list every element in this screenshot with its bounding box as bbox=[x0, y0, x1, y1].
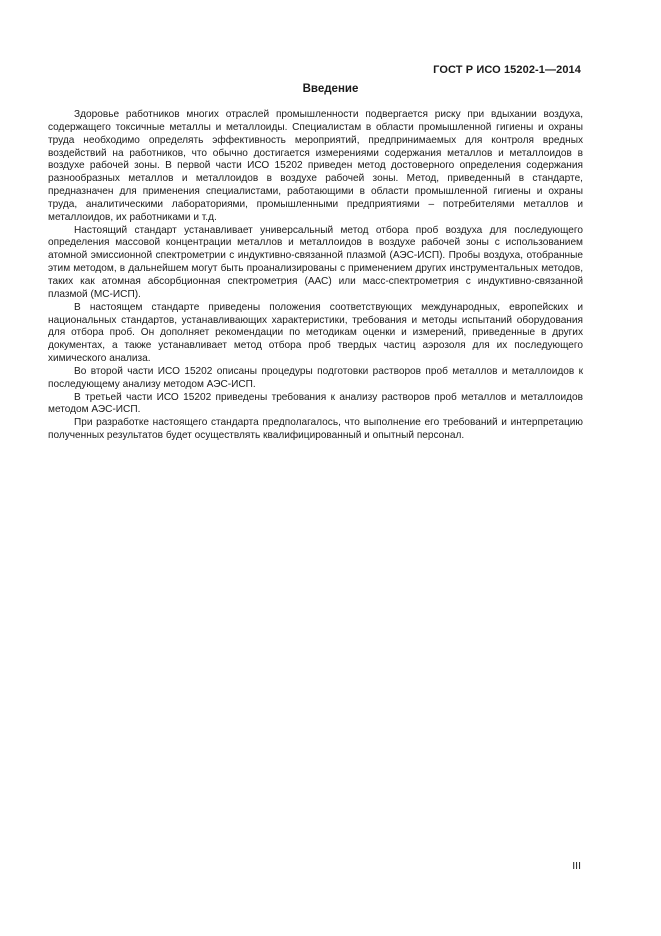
paragraph: В третьей части ИСО 15202 приведены требования к анализу растворов проб металлов и металлоидов методом АЭС-ИСП. bbox=[48, 391, 583, 416]
paragraph: В настоящем стандарте приведены положения соответствующих международных, европейских и национальных стандартов, устанавливающих характеристики, требования и методы испытаний оборудования для отбора проб. Он дополняет рекомендации по методикам оценки и измерений, приведенные в других документах, а также устанавливает метод отбора проб твердых частиц аэрозоля для их последующего химического анализа. bbox=[48, 301, 583, 365]
document-code: ГОСТ Р ИСО 15202-1—2014 bbox=[433, 64, 581, 76]
paragraph: Настоящий стандарт устанавливает универсальный метод отбора проб воздуха для последующего определения массовой концентрации металлов и металлоидов в воздухе рабочей зоны с использованием атомной эмиссионной спектрометрии с индуктивно-связанной плазмой (АЭС-ИСП). Пробы воздуха, отобранные этим методом, в дальнейшем могут быть проанализированы с применением других инструментальных методов, таких как атомная абсорбционная спектрометрия (ААС) или масс-спектрометрия с индуктивно-связанной плазмой (МС-ИСП). bbox=[48, 224, 583, 300]
paragraph: При разработке настоящего стандарта предполагалось, что выполнение его требований и интерпретацию полученных результатов будет осуществлять квалифицированный и опытный персонал. bbox=[48, 417, 583, 442]
paragraph: Во второй части ИСО 15202 описаны процедуры подготовки растворов проб металлов и металлоидов к последующему анализу методом АЭС-ИСП. bbox=[48, 365, 583, 390]
section-title: Введение bbox=[302, 83, 359, 95]
paragraph: Здоровье работников многих отраслей промышленности подвергается риску при вдыхании воздуха, содержащего токсичные металлы и металлоиды. Специалистам в области промышленной гигиены и охраны труда необходимо определять эффективность мероприятий, предпринимаемых для контроля вредных воздействий на работников, что обычно достигается измерениями содержания металлов и металлоидов в воздухе рабочей зоны. В первой части ИСО 15202 приведен метод достоверного определения содержания разнообразных металлов и металлоидов в воздухе рабочей зоны. Метод, приведенный в стандарте, предназначен для применения специалистами, работающими в области промышленной гигиены и охраны труда, аналитическими лабораториями, промышленными предприятиями – потребителями металлов и металлоидов, их работниками и т.д. bbox=[48, 109, 583, 223]
introduction-body bbox=[48, 109, 583, 443]
page-number: III bbox=[572, 860, 581, 872]
